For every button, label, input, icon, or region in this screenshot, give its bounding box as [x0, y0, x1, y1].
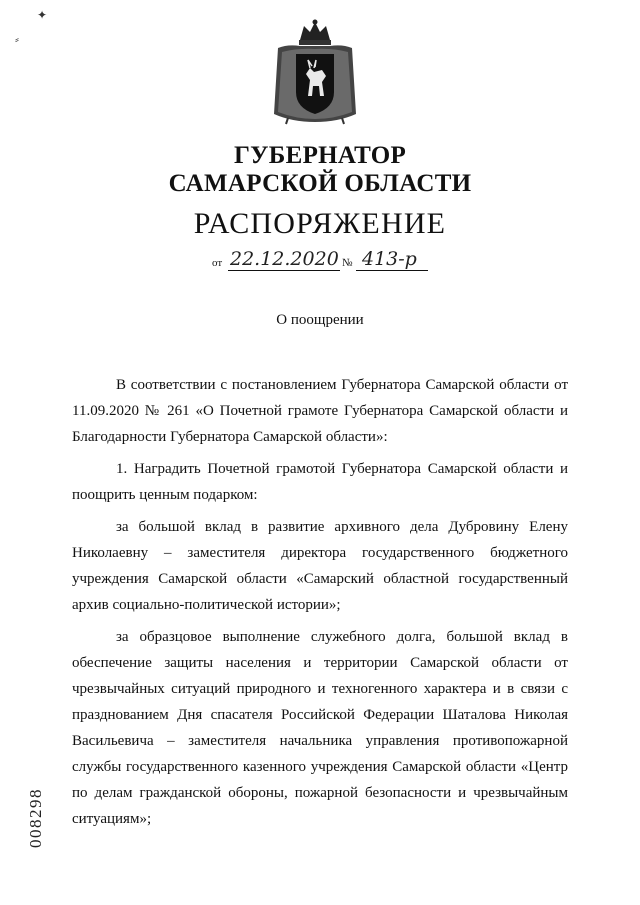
number-prefix-label: №	[342, 257, 353, 269]
paragraph-awardee-2: за образцовое выполнение служебного долга, большой вклад в обеспечение защиты населения и территории Самарской области от чрезвычайных ситуаций природного и техногенного характера и в связи с празднованием Дня спасателя Российской Федерации Шаталова Николая Васильевича – заместителя начальника управления противопожарной службы государственного казенного учреждения Самарской области «Центр по делам гражданской обороны, пожарной безопасности и чрезвычайным ситуациям»;	[72, 629, 568, 827]
paragraph-basis: В соответствии с постановлением Губернатора Самарской области от 11.09.2020 № 261 «О Почетной грамоте Губернатора Самарской области и Благодарности Губернатора Самарской области»:	[72, 377, 568, 445]
document-subject: О поощрении	[276, 312, 364, 328]
paragraph-award-clause: 1. Наградить Почетной грамотой Губернатора Самарской области и поощрить ценным подарком:	[72, 461, 568, 503]
scan-speck: ⸗	[15, 32, 19, 46]
scan-speck: ✦	[37, 8, 48, 22]
document-type-heading: РАСПОРЯЖЕНИЕ	[193, 207, 447, 240]
issuer-title-line-2: САМАРСКОЙ ОБЛАСТИ	[168, 170, 472, 197]
paragraph-awardee-1: за большой вклад в развитие архивного дела Дубровину Елену Николаевну – заместителя директора государственного бюджетного учреждения Самарской области «Самарский областной государственный архив социально-политической истории»;	[72, 519, 568, 613]
date-number-row	[212, 248, 432, 274]
handwritten-number: 413-р	[362, 248, 417, 270]
number-underline	[356, 270, 428, 271]
issuer-title-line-1: ГУБЕРНАТОР	[233, 142, 407, 169]
handwritten-date: 22.12.2020	[230, 248, 339, 270]
document-body	[72, 372, 568, 836]
coat-of-arms-icon	[268, 18, 362, 126]
side-serial-number: 008298	[26, 788, 45, 848]
date-prefix-label: от	[212, 257, 223, 269]
date-underline	[228, 270, 340, 271]
